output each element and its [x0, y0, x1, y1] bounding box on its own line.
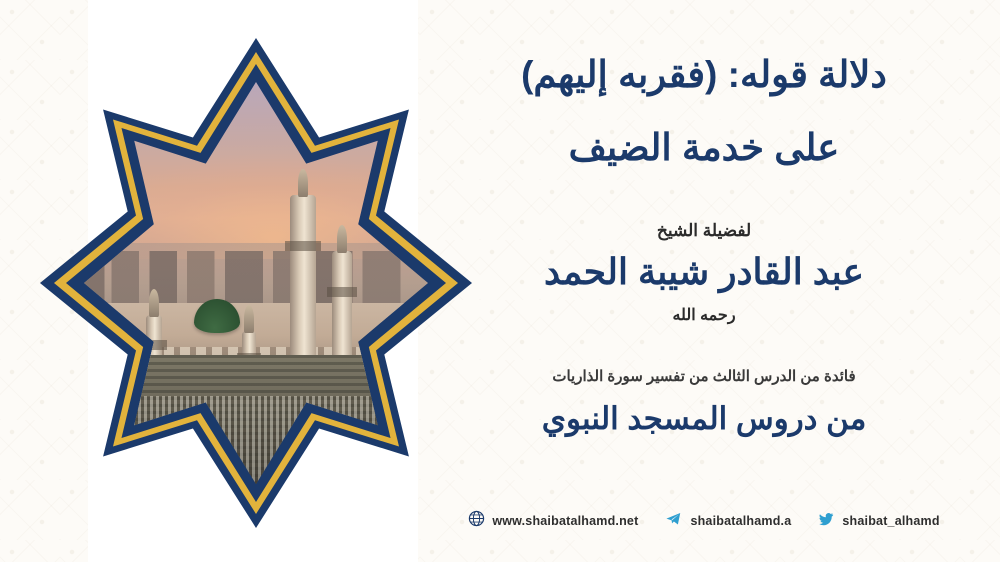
globe-icon [468, 510, 485, 532]
poster-title-line-1: دلالة قوله: (فقربه إليهم) [521, 54, 887, 95]
star-frame-image [40, 38, 472, 528]
sheikh-suffix: رحمه الله [672, 306, 736, 324]
twitter-icon [817, 511, 835, 532]
website-handle: www.shaibatalhamd.net [492, 514, 639, 528]
mosque-photo [84, 82, 428, 484]
social-link-website[interactable] [468, 510, 638, 532]
city-skyline [84, 251, 428, 311]
telegram-icon [664, 510, 683, 532]
eminence-label: لفضيلة الشيخ [656, 220, 752, 240]
social-link-twitter[interactable] [817, 511, 939, 532]
social-link-telegram[interactable] [664, 510, 791, 532]
telegram-handle: shaibatalhamd.a [690, 514, 792, 528]
poster-text-block [444, 46, 964, 437]
twitter-handle: shaibat_alhamd [842, 514, 940, 528]
sheikh-name: عبد القادر شيبة الحمد [544, 250, 864, 292]
photo-sky [84, 82, 428, 484]
poster-title-line-2: على خدمة الضيف [568, 127, 840, 169]
benefit-note: فائدة من الدرس الثالث من تفسير سورة الذاريات [552, 367, 856, 385]
social-links-row [444, 510, 964, 532]
series-label: من دروس المسجد النبوي [541, 400, 867, 436]
